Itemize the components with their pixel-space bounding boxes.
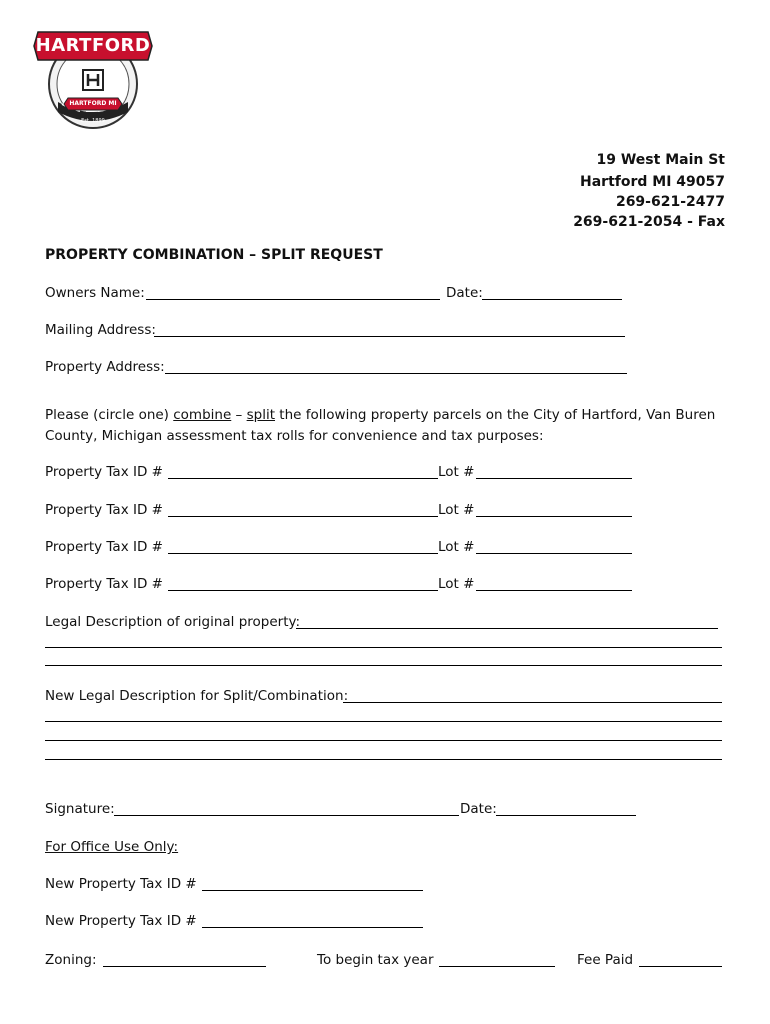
fee-paid-field[interactable] bbox=[639, 966, 722, 967]
parcel-tax-id-field[interactable] bbox=[168, 478, 438, 479]
logo-ribbon-text: HARTFORD MI bbox=[69, 100, 117, 107]
owners-name-field[interactable] bbox=[146, 299, 440, 300]
signature-field[interactable] bbox=[114, 815, 459, 816]
split-option[interactable]: split bbox=[246, 407, 276, 423]
address-fax: 269-621-2054 - Fax bbox=[573, 214, 725, 230]
parcel-tax-id-field[interactable] bbox=[168, 590, 438, 591]
instruction-suffix: the following property parcels on the City of Hartford, Van Buren County, Michigan assessment tax rolls for convenience and tax purposes: bbox=[45, 407, 716, 444]
combine-option[interactable]: combine bbox=[173, 407, 232, 423]
legal-original-line[interactable] bbox=[45, 665, 722, 666]
parcel-tax-id-label: Property Tax ID # bbox=[45, 539, 163, 555]
city-logo bbox=[28, 22, 158, 134]
form-title: PROPERTY COMBINATION – SPLIT REQUEST bbox=[45, 247, 383, 263]
tax-year-label: To begin tax year bbox=[317, 952, 434, 968]
new-tax-id-label: New Property Tax ID # bbox=[45, 876, 197, 892]
parcel-tax-id-label: Property Tax ID # bbox=[45, 502, 163, 518]
new-tax-id-label: New Property Tax ID # bbox=[45, 913, 197, 929]
zoning-label: Zoning: bbox=[45, 952, 97, 968]
new-tax-id-field[interactable] bbox=[202, 890, 423, 891]
legal-original-label: Legal Description of original property: bbox=[45, 614, 301, 630]
mailing-address-field[interactable] bbox=[154, 336, 625, 337]
signature-date-label: Date: bbox=[460, 801, 497, 817]
legal-new-label: New Legal Description for Split/Combination: bbox=[45, 688, 349, 704]
parcel-tax-id-field[interactable] bbox=[168, 516, 438, 517]
owners-name-label: Owners Name: bbox=[45, 285, 145, 301]
legal-new-line[interactable] bbox=[45, 721, 722, 722]
instruction-prefix: Please (circle one) bbox=[45, 407, 174, 423]
parcel-lot-label: Lot # bbox=[438, 464, 475, 480]
instruction-dash: – bbox=[231, 407, 247, 423]
parcel-lot-field[interactable] bbox=[476, 553, 632, 554]
date-field[interactable] bbox=[482, 299, 622, 300]
legal-new-field[interactable] bbox=[343, 702, 722, 703]
address-city: Hartford MI 49057 bbox=[580, 174, 725, 190]
legal-original-field[interactable] bbox=[296, 628, 718, 629]
parcel-lot-field[interactable] bbox=[476, 478, 632, 479]
signature-label: Signature: bbox=[45, 801, 115, 817]
parcel-tax-id-label: Property Tax ID # bbox=[45, 464, 163, 480]
legal-new-line[interactable] bbox=[45, 759, 722, 760]
parcel-tax-id-label: Property Tax ID # bbox=[45, 576, 163, 592]
property-address-field[interactable] bbox=[165, 373, 627, 374]
instruction-paragraph bbox=[45, 405, 735, 447]
zoning-field[interactable] bbox=[103, 966, 266, 967]
logo-name: HARTFORD bbox=[35, 35, 151, 56]
legal-original-line[interactable] bbox=[45, 647, 722, 648]
parcel-lot-label: Lot # bbox=[438, 502, 475, 518]
address-block bbox=[573, 150, 725, 232]
mailing-address-label: Mailing Address: bbox=[45, 322, 156, 338]
fee-paid-label: Fee Paid bbox=[577, 952, 634, 968]
logo-established: Est. 1899 bbox=[81, 118, 105, 124]
new-tax-id-field[interactable] bbox=[202, 927, 423, 928]
office-use-heading: For Office Use Only: bbox=[45, 839, 179, 855]
tax-year-field[interactable] bbox=[439, 966, 555, 967]
signature-date-field[interactable] bbox=[496, 815, 636, 816]
parcel-lot-label: Lot # bbox=[438, 539, 475, 555]
parcel-lot-label: Lot # bbox=[438, 576, 475, 592]
legal-new-line[interactable] bbox=[45, 740, 722, 741]
property-address-label: Property Address: bbox=[45, 359, 165, 375]
address-street: 19 West Main St bbox=[596, 152, 725, 168]
address-phone: 269-621-2477 bbox=[615, 194, 725, 210]
date-label: Date: bbox=[446, 285, 483, 301]
parcel-tax-id-field[interactable] bbox=[168, 553, 438, 554]
parcel-lot-field[interactable] bbox=[476, 516, 632, 517]
parcel-lot-field[interactable] bbox=[476, 590, 632, 591]
